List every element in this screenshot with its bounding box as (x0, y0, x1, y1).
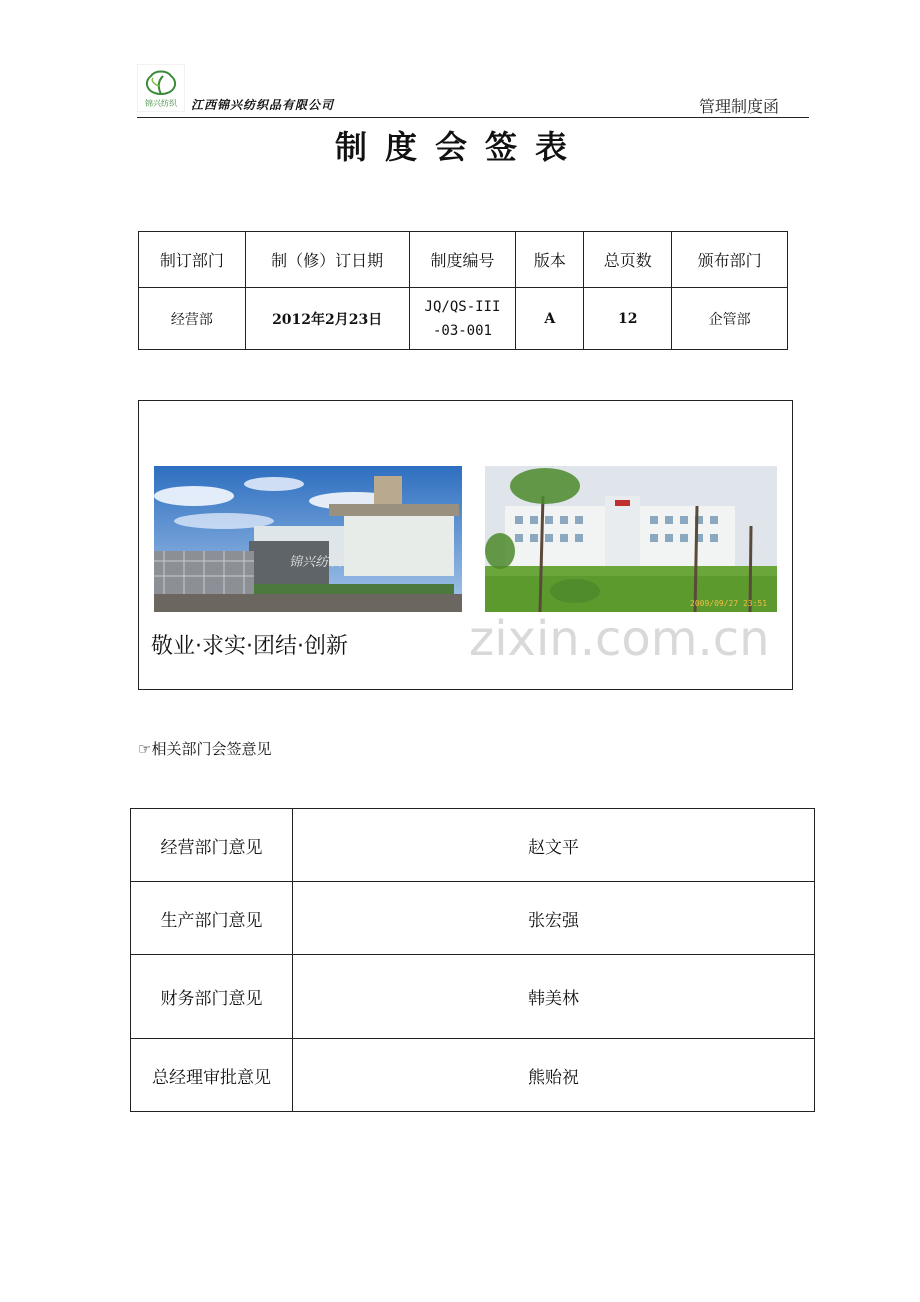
signer-name: 韩美林 (293, 955, 815, 1039)
signer-name: 熊贻祝 (293, 1039, 815, 1112)
value-cell: 企管部 (672, 288, 788, 350)
header-cell: 制度编号 (409, 232, 516, 288)
header-cell: 版本 (516, 232, 584, 288)
company-name: 江西锦兴纺织品有限公司 (191, 98, 335, 112)
page-title: 制度会签表 (334, 128, 585, 166)
document-type: 管理制度函 (698, 97, 779, 116)
sign-table (130, 808, 815, 1112)
header-cell: 颁布部门 (672, 232, 788, 288)
value-cell: 经营部 (139, 288, 246, 350)
sign-note: ☞相关部门会签意见 (138, 740, 272, 758)
signer-name: 张宏强 (293, 882, 815, 955)
company-logo-icon (137, 64, 185, 112)
logo-text: 锦兴纺织 (145, 99, 177, 108)
page-header (137, 62, 809, 118)
value-cell: A (516, 288, 584, 350)
info-table (138, 231, 788, 350)
sign-row (131, 809, 815, 882)
header-cell: 制订部门 (139, 232, 246, 288)
code-line: -03-001 (432, 322, 492, 339)
sign-row (131, 1039, 815, 1112)
code-line: JQ/QS-III (424, 298, 501, 315)
factory-gate-photo (154, 466, 462, 612)
photo-box (138, 400, 793, 690)
signer-name: 赵文平 (293, 809, 815, 882)
sign-label: 总经理审批意见 (131, 1039, 293, 1112)
info-value-row (139, 288, 788, 350)
value-cell-code (409, 288, 516, 350)
info-header-row (139, 232, 788, 288)
sign-label: 财务部门意见 (131, 955, 293, 1039)
value-cell: 2012年2月23日 (245, 288, 409, 350)
sign-label: 经营部门意见 (131, 809, 293, 882)
sign-row (131, 882, 815, 955)
watermark: zixin.com.cn (469, 611, 770, 667)
value-cell: 12 (584, 288, 672, 350)
sign-row (131, 955, 815, 1039)
sign-label: 生产部门意见 (131, 882, 293, 955)
header-cell: 制（修）订日期 (245, 232, 409, 288)
gate-sign-text: 锦兴纺织 (289, 555, 342, 570)
company-slogan: 敬业·求实·团结·创新 (151, 634, 348, 659)
header-cell: 总页数 (584, 232, 672, 288)
photo-timestamp: 2009/09/27 23:51 (690, 599, 768, 608)
factory-building-photo (485, 466, 777, 612)
